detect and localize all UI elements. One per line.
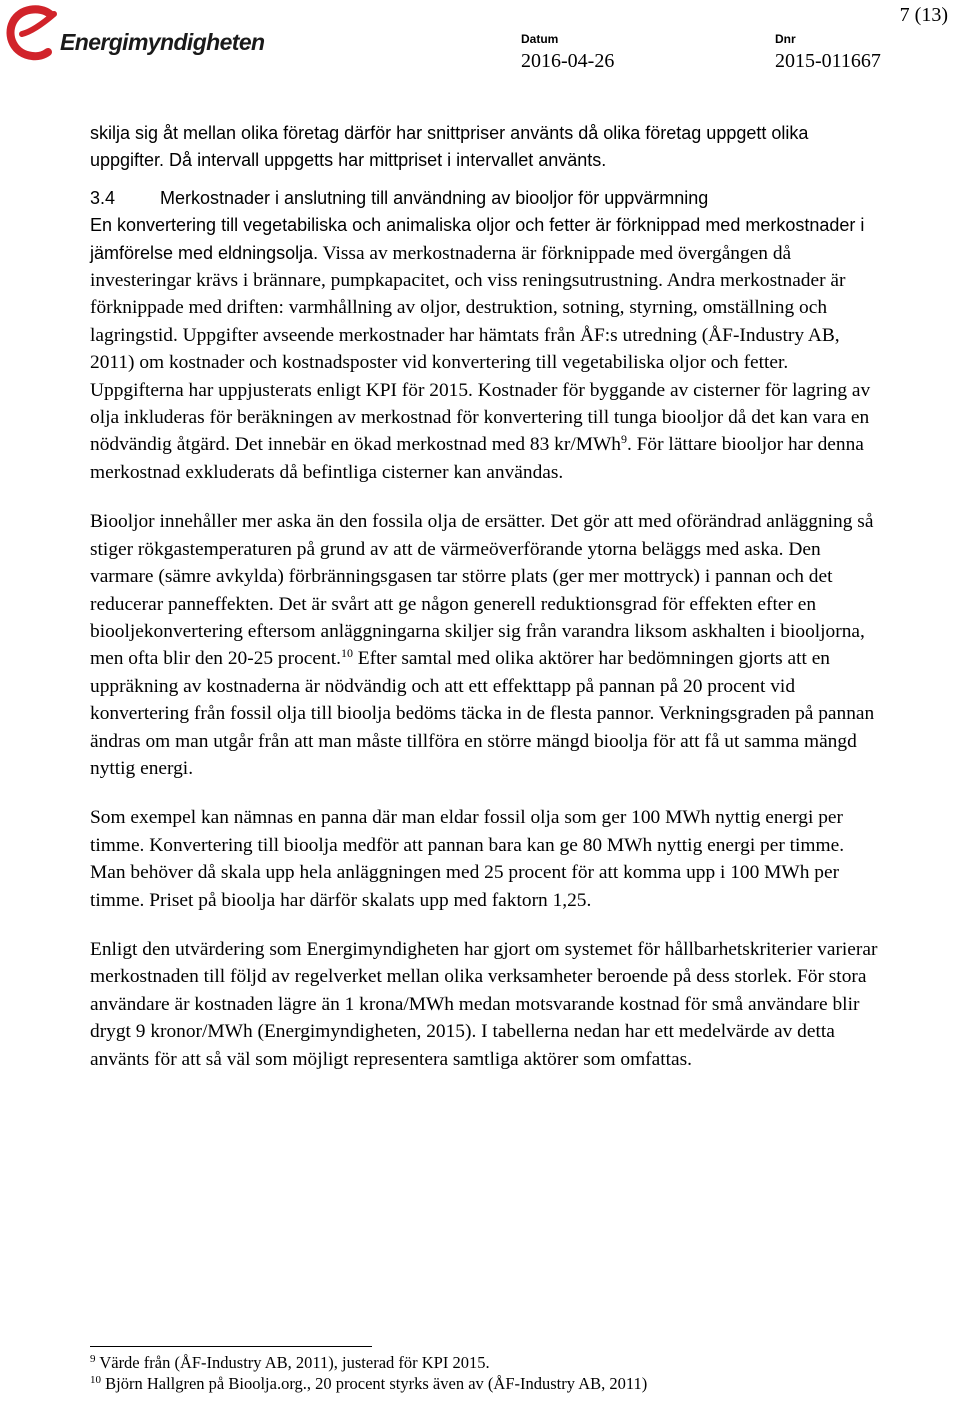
section-title: Merkostnader i anslutning till användning av biooljor för uppvärmning [160,187,709,208]
paragraph-aska-tail: Efter samtal med olika aktörer har bedömningen gjorts att en uppräkning av kostnaderna är nödvändig och att ett effekttapp på pannan på 20 procent vid konvertering från fossil olja till bioolja bedöms täcka in de flesta pannor. Verkningsgraden på pannan ändras om man utgår från att man måste tillföra en större mängd bioolja för att få ut samma mängd nyttig energi. [90,648,875,779]
footnote-10 [90,1373,890,1394]
section-heading [90,185,880,212]
paragraph-merkostnader-tail: . För lättare biooljor har denna merkostnad exkluderats då befintliga cisterner kan användas. [90,434,864,483]
footnote-ref-10: 10 [340,646,353,661]
footnote-9 [90,1352,890,1373]
logo-swoosh-icon [6,4,62,62]
logo-wordmark: Energimyndigheten [60,29,265,55]
paragraph-aska-body: Biooljor innehåller mer aska än den fossila olja de ersätter. Det gör att med oförändrad anläggning så stiger rökgastemperaturen på grund av att de värmeöverförande ytorna beläggs med aska. Den varmare (sämre avkylda) förbränningsgasen tar större plats (ger mer mottryck) i pannan och det reducerar panneffekten. Det är svårt att ge någon generell reduktionsgrad för effekten efter en biooljekonvertering eftersom anläggningarna skiljer sig från varandra liksom askhalten i biooljorna, men ofta blir den 20-25 procent. [90,511,874,670]
footnote-ref-9: 9 [620,432,627,447]
dnr-value: 2015-011667 [775,50,881,72]
date-value: 2016-04-26 [521,50,615,72]
footnote-divider [90,1346,372,1347]
footnotes [90,1352,890,1394]
footnote-mark: 9 [90,1353,96,1365]
paragraph-utvardering: Enligt den utvärdering som Energimyndigheten har gjort om systemet för hållbarhetskriterier varierar merkostnaden till följd av regelverket mellan olika verksamheter beroende på dess storlek. För stora användare är kostnaden lägre än 1 krona/MWh medan motsvarande kostnad för små användare blir drygt 9 kronor/MWh (Energimyndigheten, 2015). I tabellerna nedan har ett medelvärde av detta använts för att så väl som möjligt representera samtliga aktörer som omfattas. [90,938,878,1070]
paragraph-exempel: Som exempel kan nämnas en panna där man eldar fossil olja som ger 100 MWh nyttig energi per timme. Konvertering till bioolja medför att pannan bara kan ge 80 MWh nyttig energi per timme. Man behöver då skala upp hela anläggningen med 25 procent för att komma upp i 100 MWh per timme. Priset på bioolja har därför skalats upp med faktorn 1,25. [90,807,845,911]
date-label: Datum [521,32,559,46]
dnr-label: Dnr [775,32,796,46]
footnote-mark: 10 [90,1374,101,1386]
paragraph-intro: skilja sig åt mellan olika företag därför har snittpriser använts då olika företag uppgett olika uppgifter. Då intervall uppgetts har mittpriset i intervallet använts. [90,123,809,171]
paragraph-merkostnader-lead: En konvertering till vegetabiliska och animaliska oljor och fetter är förknippad med merkostnader i jämförelse med eldningsolja. [90,215,865,263]
page-number: 7 (13) [899,4,948,26]
paragraph-merkostnader [90,212,880,486]
document-body [90,120,880,1073]
paragraph-merkostnader-body: Vissa av merkostnaderna är förknippade med övergången då investeringar krävs i brännare, pumpkapacitet, och viss reningsutrustning. Andra merkostnader är förknippade med driften: varmhållning av oljor, destruktion, sotning, styrning, omställning och lagringstid. Uppgifter avseende merkostnader har hämtats från ÅF:s utredning (ÅF-Industry AB, 2011) om kostnader och kostnadsposter vid konvertering till vegetabiliska oljor och fetter. Uppgifterna har uppjusterats enligt KPI för 2015. Kostnader för byggande av cisterner för lagring av olja inkluderas för beräkningen av merkostnad för konvertering till tunga biooljor då det kan vara en nödvändig åtgärd. Det innebär en ökad merkostnad med 83 kr/MWh [90,242,871,456]
paragraph-aska [90,508,880,782]
energimyndigheten-logo [6,4,265,66]
section-number: 3.4 [90,187,116,208]
footnote-text: Björn Hallgren på Bioolja.org., 20 procent styrks även av (ÅF-Industry AB, 2011) [101,1374,648,1393]
footnote-text: Värde från (ÅF-Industry AB, 2011), justerad för KPI 2015. [95,1353,490,1372]
